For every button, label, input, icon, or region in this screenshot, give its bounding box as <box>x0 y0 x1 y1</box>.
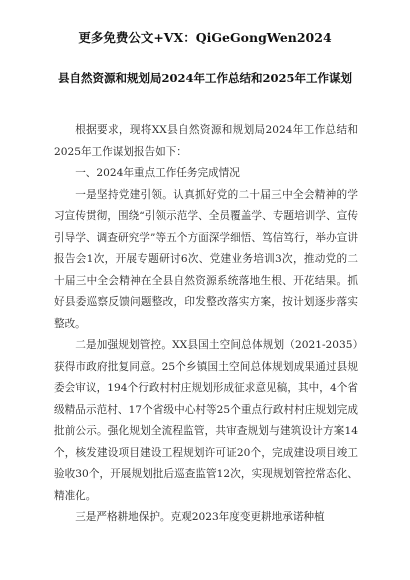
document-body <box>54 120 358 529</box>
paragraph-party-building: 一是坚持党建引领。认真抓好党的二十届三中全会精神的学习宣传贯彻，围绕“引领示范学、全员覆盖学、专题培训学、宣传引导学、调查研究学”等五个方面深学细悟、笃信笃行，举办宣讲报告会1次，开展专题研讨6次、党建业务培训3次，推动党的二十届三中全会精神在全县自然资源系统落地生根、开花结果。抓好县委巡察反馈问题整改，印发整改落实方案，按计划逐步落实整改。 <box>54 188 358 330</box>
paragraph-farmland-protection: 三是严格耕地保护。克观2023年度变更耕地承诺种植 <box>75 511 325 523</box>
promo-header: 更多免费公文+VX：QiGeGongWen2024 <box>78 30 332 45</box>
paragraph-intro: 根据要求，现将XX县自然资源和规划局2024年工作总结和2025年工作谋划报告如下： <box>54 124 358 158</box>
section-heading: 一、2024年重点工作任务完成情况 <box>75 167 240 179</box>
paragraph-planning-control: 二是加强规划管控。XX县国土空间总体规划（2021-2035）获得市政府批复同意。25个乡镇国土空间总体规划成果通过县规委会审议，194个行政村村庄规划形成征求意见稿，其中，4个省级精品示范村、17个省级中心村等25个重点行政村村庄规划完成批前公示。强化规划全流程监管，共审查规划与建筑设计方案14个，核发建设项目建设工程规划许可证20个，完成建设项目竣工验收30个，开展规划批后巡查监管12次，实现规划管控常态化、精准化。 <box>54 339 358 502</box>
document-title: 县自然资源和规划局2024年工作总结和2025年工作谋划 <box>57 71 352 85</box>
